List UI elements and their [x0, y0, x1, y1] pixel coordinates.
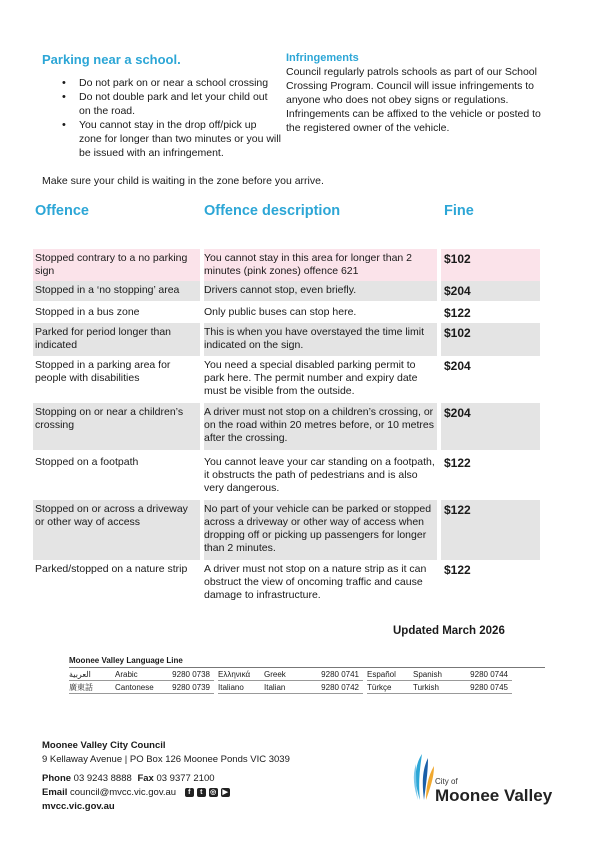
updated-date: Updated March 2026	[393, 625, 505, 637]
email-link[interactable]: council@mvcc.vic.gov.au	[70, 787, 177, 798]
row-fine: $204	[444, 284, 471, 298]
language-native: العربية	[69, 669, 91, 679]
council-address: 9 Kellaway Avenue | PO Box 126 Moonee Ponds VIC 3039	[42, 754, 290, 765]
language-line	[69, 656, 545, 702]
header-offence: Offence	[35, 203, 89, 219]
language-native: 廣東話	[69, 682, 93, 692]
row-offence: Stopped in a bus zone	[35, 306, 140, 318]
row-offence: Stopped in a parking area for people with disabilities	[35, 359, 171, 384]
language-native: Italiano	[218, 682, 244, 692]
header-description: Offence description	[204, 203, 341, 219]
row-description: You cannot stay in this area for longer than 2 minutes (pink zones) offence 621	[204, 252, 413, 277]
table-row	[33, 403, 540, 450]
language-name: Cantonese	[115, 682, 154, 692]
parking-bullet: • Do not park on or near a school crossing	[62, 76, 282, 90]
phone-number[interactable]: 03 9243 8888	[73, 773, 132, 784]
row-fine: $122	[444, 563, 471, 577]
website-link[interactable]: mvcc.vic.gov.au	[42, 801, 115, 812]
table-row	[33, 323, 540, 356]
language-native: Ελληνικά	[218, 669, 251, 679]
table-row	[33, 560, 540, 606]
parking-title: Parking near a school.	[42, 52, 181, 67]
row-offence: Stopped in a ‘no stopping’ area	[35, 284, 180, 296]
row-offence: Parked/stopped on a nature strip	[35, 563, 188, 575]
language-phone: 9280 0738	[172, 669, 210, 679]
language-entry	[367, 668, 512, 681]
facebook-icon[interactable]: f	[185, 788, 194, 797]
row-fine: $122	[444, 306, 471, 320]
row-description: Drivers cannot stop, even briefly.	[204, 284, 357, 296]
council-email-line	[42, 786, 362, 800]
row-fine: $102	[444, 326, 471, 340]
header-fine: Fine	[444, 203, 474, 219]
row-offence: Stopped contrary to a no parking sign	[35, 252, 188, 277]
logo-flame-icon	[410, 752, 436, 804]
row-fine: $204	[444, 359, 471, 373]
parking-section	[42, 52, 282, 160]
youtube-icon[interactable]: ▶	[222, 788, 228, 796]
fax-label: Fax	[137, 773, 154, 784]
parking-bullet: • Do not double park and let your child out on the road.	[62, 90, 282, 118]
logo-name-text: Moonee Valley	[435, 786, 553, 805]
table-row	[33, 303, 540, 323]
infringements-title: Infringements	[286, 52, 359, 64]
row-offence: Stopped on a footpath	[35, 456, 139, 468]
language-name: Italian	[264, 682, 286, 692]
infringements-section	[286, 52, 548, 135]
language-name: Spanish	[413, 669, 442, 679]
row-description: You cannot leave your car standing on a footpath, it obstructs the path of pedestrians and is also very dangerous.	[204, 456, 435, 494]
row-offence: Stopped on or across a driveway or other way of access	[35, 503, 188, 528]
infringements-text: Council regularly patrols schools as part of our School Crossing Program. Council will issue infringements to anyone who does not obey signs or regulations. Infringements can be affixed to the vehicle or posted to the registered owner of the vehicle.	[286, 66, 541, 134]
council-contact	[42, 739, 362, 814]
row-description: Only public buses can stop here.	[204, 306, 357, 318]
language-line-title: Moonee Valley Language Line	[69, 656, 545, 668]
row-description: You need a special disabled parking permit to park here. The permit number and expiry date must be visible from the outside.	[204, 359, 418, 397]
row-offence: Stopping on or near a children’s crossing	[35, 406, 184, 431]
phone-label: Phone	[42, 773, 72, 784]
language-phone: 9280 0742	[321, 682, 359, 692]
table-header	[0, 203, 595, 223]
language-entry	[69, 681, 214, 694]
row-description: A driver must not stop on a children’s crossing, or on the road within 20 metres before, or 10 metres after the crossing.	[204, 406, 434, 444]
table-row	[33, 281, 540, 301]
parking-bullets	[42, 76, 282, 160]
parking-bullet: • You cannot stay in the drop off/pick up zone for longer than two minutes or you will be issued with an infringement.	[62, 118, 282, 160]
table-row	[33, 356, 540, 402]
language-phone: 9280 0739	[172, 682, 210, 692]
language-entry	[218, 681, 363, 694]
table-row	[33, 500, 540, 560]
row-description: No part of your vehicle can be parked or stopped across a driveway or other way of access when dropping off or picking up passengers for longer than 2 minutes.	[204, 503, 432, 554]
council-phone-line	[42, 772, 362, 786]
row-fine: $122	[444, 503, 471, 517]
parking-note: Make sure your child is waiting in the zone before you arrive.	[42, 175, 324, 187]
language-entry	[367, 681, 512, 694]
row-description: This is when you have overstayed the time limit indicated on the sign.	[204, 326, 425, 351]
language-native: Español	[367, 669, 396, 679]
language-entry	[218, 668, 363, 681]
language-phone: 9280 0745	[470, 682, 508, 692]
email-label: Email	[42, 787, 68, 798]
table-row	[33, 453, 540, 499]
row-description: A driver must not stop on a nature strip as it can obstruct the view of oncoming traffic and cause damage to infrastructure.	[204, 563, 427, 601]
council-name: Moonee Valley City Council	[42, 740, 166, 751]
logo-city-text: City of	[435, 777, 458, 786]
fax-number: 03 9377 2100	[156, 773, 215, 784]
language-phone: 9280 0744	[470, 669, 508, 679]
language-phone: 9280 0741	[321, 669, 359, 679]
row-fine: $122	[444, 456, 471, 470]
table-row	[33, 249, 540, 281]
instagram-icon[interactable]: ◎	[210, 788, 217, 796]
twitter-icon[interactable]: t	[197, 788, 206, 797]
row-offence: Parked for period longer than indicated	[35, 326, 172, 351]
language-name: Turkish	[413, 682, 439, 692]
language-name: Greek	[264, 669, 286, 679]
row-fine: $102	[444, 252, 471, 266]
language-name: Arabic	[115, 669, 138, 679]
language-entry	[69, 668, 214, 681]
row-fine: $204	[444, 406, 471, 420]
language-native: Türkçe	[367, 682, 392, 692]
social-icons	[185, 788, 230, 797]
moonee-valley-logo	[410, 752, 560, 812]
